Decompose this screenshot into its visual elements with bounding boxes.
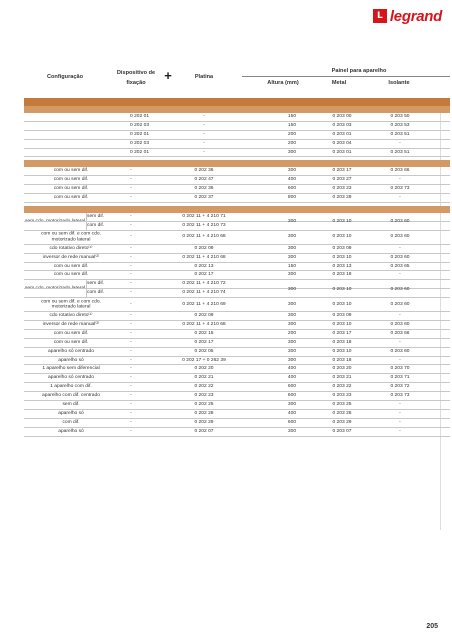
cell-isolante: - (399, 245, 401, 251)
cell-configuracao: com ou sem dif. (53, 331, 89, 337)
cell-isolante: 0 203 66 (390, 168, 410, 174)
table-row (24, 271, 450, 280)
cell-configuracao: com ou sem dif. (53, 177, 89, 183)
page-number: 205 (426, 623, 438, 630)
cell-dispositivo: 0 202 01 (130, 114, 150, 120)
cell-sub: com dif. (87, 223, 105, 229)
cell-dispositivo: 0 202 01 (130, 149, 150, 155)
table-row (24, 428, 450, 437)
cell-isolante: - (399, 195, 401, 201)
cell-isolante: 0 203 72 (390, 384, 410, 390)
table-row (24, 113, 450, 122)
cell-metal: 0 203 01 (332, 131, 352, 137)
cell-platina: 0 202 17 (194, 272, 214, 278)
header-isolante: Isolante (388, 80, 410, 86)
cell-metal: 0 203 29 (332, 195, 352, 201)
cell-altura: 200 (287, 331, 297, 337)
cell-altura: 150 (287, 114, 297, 120)
group-1 (24, 213, 450, 231)
section-band-2 (24, 160, 450, 167)
table-row (24, 374, 450, 383)
cell-isolante: 0 203 51 (390, 131, 410, 137)
cell-configuracao: com ou sem dif. (53, 168, 89, 174)
cell-altura: 200 (287, 140, 297, 146)
table-row (24, 231, 450, 245)
cell-dispositivo: - (130, 375, 132, 381)
cell-platina: 0 202 11 + 4 210 69 (182, 301, 226, 307)
cell-dispositivo: - (130, 322, 132, 328)
cell-dispositivo: - (130, 331, 132, 337)
cell-configuracao: sem dif. (62, 402, 80, 408)
table-row (24, 254, 450, 263)
cell-isolante: 0 203 60 (390, 322, 410, 328)
cell-metal: 0 203 04 (332, 140, 352, 146)
cell-platina: 0 202 15 (194, 331, 214, 337)
cell-configuracao: aparelho com dif. centrado (42, 393, 100, 399)
table-row (24, 263, 450, 272)
cell-isolante: 0 203 70 (390, 366, 410, 372)
cell-isolante: 0 203 60 (390, 254, 410, 260)
cell-metal: 0 203 28 (332, 411, 352, 417)
cell-metal: 0 203 22 (332, 384, 352, 390)
legrand-logo-mark: L (373, 9, 387, 23)
cell-altura: 600 (287, 393, 297, 399)
cell-platina: - (203, 123, 205, 129)
cell-disp: - (130, 281, 132, 287)
cell-altura: 300 (287, 234, 297, 240)
cell-metal: 0 203 17 (332, 168, 352, 174)
cell-dispositivo: - (130, 168, 132, 174)
table-row (24, 149, 450, 158)
cell-altura: 300 (287, 428, 297, 434)
table-row (24, 140, 450, 149)
section-band-3 (24, 206, 450, 213)
table-row (24, 365, 450, 374)
cell-isolante: 0 203 60 (390, 234, 410, 240)
cell-platina: 0 202 23 (194, 393, 214, 399)
cell-platina: 0 202 07 (194, 428, 214, 434)
cell-altura: 300 (287, 339, 297, 345)
cell-dispositivo: - (130, 245, 132, 251)
cell-isolante: - (399, 402, 401, 408)
table-row (24, 330, 450, 339)
cell-configuracao: com ou sem dif. (53, 339, 89, 345)
header-metal: Metal (331, 80, 347, 86)
header-plus: + (164, 68, 172, 83)
cell-dispositivo: - (130, 366, 132, 372)
cell-dispositivo: - (130, 254, 132, 260)
cell-altura: 300 (287, 322, 297, 328)
cell-altura: 150 (287, 123, 297, 129)
cell-metal: 0 203 10 (332, 254, 352, 260)
cell-dispositivo: - (130, 339, 132, 345)
cell-plat: 0 202 11 + 4 210 74 (182, 290, 226, 296)
cell-platina: 0 202 28 (194, 411, 214, 417)
cell-altura: 300 (287, 357, 297, 363)
cell-platina: 0 202 21 (194, 375, 214, 381)
table-row (24, 167, 450, 176)
table-row (24, 245, 450, 254)
cell-isolante: - (399, 419, 401, 425)
cell-configuracao: inversor de rede manual⁽²⁾ (42, 254, 100, 260)
cell-metal: 0 203 13 (332, 263, 352, 269)
cell-platina: 0 202 36 (194, 168, 214, 174)
cell-metal: 0 203 25 (332, 402, 352, 408)
cell-isolante: - (399, 339, 401, 345)
cell-platina: 0 202 22 (194, 384, 214, 390)
cell-platina: 0 202 11 + 4 210 68 (182, 254, 226, 260)
cell-platina: - (203, 149, 205, 155)
cell-metal: 0 203 10 (332, 348, 352, 354)
cell-platina: - (203, 114, 205, 120)
cell-sub: sem dif. (87, 281, 105, 287)
cell-altura: 400 (287, 411, 297, 417)
section-band-1b (24, 106, 450, 113)
cell-dispositivo: 0 202 03 (130, 123, 150, 129)
table-row (24, 321, 450, 330)
cell-platina: 0 202 25 (194, 402, 214, 408)
cell-platina: 0 202 20 (194, 366, 214, 372)
cell-platina: 0 202 37 (194, 195, 214, 201)
cell-isolante: - (399, 428, 401, 434)
cell-platina: 0 202 09 (194, 245, 214, 251)
cell-configuracao: inversor de rede manual⁽²⁾ (42, 322, 100, 328)
cell-altura: 300 (287, 348, 297, 354)
cell-isolante: 0 203 60 (390, 301, 410, 307)
cell-isolante: 0 203 51 (390, 149, 410, 155)
cell-platina: 0 202 09 (194, 313, 214, 319)
cell-configuracao: com dif. (62, 419, 80, 425)
cell-configuracao: com ou sem dif. e com cdo. motorizado lateral (41, 231, 101, 243)
cell-dispositivo: - (130, 428, 132, 434)
group-2-label: sem cdo. motorizado lateral (24, 280, 87, 298)
cell-metal: 0 203 03 (332, 123, 352, 129)
cell-altura: 300 (287, 402, 297, 408)
cell-metal: 0 203 18 (332, 357, 352, 363)
cell-platina: 0 202 05 (194, 348, 214, 354)
cell-platina: 0 202 17 + 0 262 39 (182, 357, 226, 363)
cell-metal: 0 203 10 (332, 322, 352, 328)
cell-platina: 0 202 11 + 4 210 68 (182, 234, 226, 240)
cell-altura: 600 (287, 384, 297, 390)
cell-configuracao: com ou sem dif. e com cdo. motorizado lateral (41, 299, 101, 310)
cell-metal: 0 203 17 (332, 331, 352, 337)
group-2 (24, 280, 450, 298)
cell-dispositivo: 0 202 01 (130, 131, 150, 137)
section-3a-rows (24, 231, 450, 281)
table-row (24, 194, 450, 203)
cell-altura: 300 (287, 245, 297, 251)
cell-altura: 400 (287, 366, 297, 372)
cell-metal: 0 203 21 (332, 375, 352, 381)
cell-altura: 300 (287, 254, 297, 260)
cell-isolante: - (399, 272, 401, 278)
cell-plat: 0 202 11 + 4 210 73 (182, 223, 226, 229)
cell-altura: 300 (287, 168, 297, 174)
legrand-wordmark: legrand (389, 7, 442, 25)
cell-sub: com dif. (87, 290, 105, 296)
group-2-iso: 0 203 60 (390, 286, 410, 292)
section-2-rows (24, 167, 450, 203)
cell-dispositivo: - (130, 234, 132, 240)
cell-isolante: - (399, 177, 401, 183)
cell-isolante: 0 203 50 (390, 114, 410, 120)
group-1-label: sem cdo. motorizado lateral (24, 213, 87, 231)
cell-altura: 300 (287, 301, 297, 307)
header-subrule (242, 76, 450, 77)
cell-platina: 0 202 11 + 4 210 68 (182, 322, 226, 328)
section-band-1 (24, 98, 450, 106)
cell-metal: 0 203 20 (332, 366, 352, 372)
cell-metal: 0 203 27 (332, 177, 352, 183)
table-row (24, 348, 450, 357)
table-row (24, 131, 450, 140)
group-1-met: 0 203 10 (332, 219, 352, 225)
cell-metal: 0 203 00 (332, 114, 352, 120)
cell-dispositivo: - (130, 195, 132, 201)
cell-dispositivo: - (130, 301, 132, 307)
cell-configuracao: aparelho só (58, 357, 84, 363)
cell-dispositivo: - (130, 419, 132, 425)
cell-metal: 0 203 18 (332, 339, 352, 345)
cell-dispositivo: - (130, 186, 132, 192)
cell-metal: 0 203 01 (332, 149, 352, 155)
cell-platina: - (203, 140, 205, 146)
table-row (24, 419, 450, 428)
section-1-rows (24, 113, 450, 157)
cell-disp: - (130, 223, 132, 229)
cell-dispositivo: - (130, 402, 132, 408)
cell-altura: 300 (287, 149, 297, 155)
table-row (24, 410, 450, 419)
table-row (24, 122, 450, 131)
cell-plat: 0 202 11 + 4 210 72 (182, 281, 226, 287)
group-1-alt: 300 (287, 219, 297, 225)
section-3b-rows (24, 298, 450, 436)
group-2-met: 0 203 10 (332, 286, 352, 292)
cell-metal: 0 203 18 (332, 272, 352, 278)
cell-configuracao: 1 aparelho com dif. (50, 384, 92, 390)
cell-dispositivo: - (130, 393, 132, 399)
cell-platina: 0 202 13 (194, 263, 214, 269)
group-1-iso: 0 203 60 (390, 219, 410, 225)
cell-altura: 150 (287, 263, 297, 269)
cell-altura: 200 (287, 131, 297, 137)
cell-isolante: 0 203 65 (390, 263, 410, 269)
cell-disp: - (130, 214, 132, 220)
cell-metal: 0 203 23 (332, 186, 352, 192)
cell-platina: 0 202 47 (194, 177, 214, 183)
cell-dispositivo: - (130, 272, 132, 278)
header-platina: Platina (194, 74, 214, 80)
cell-altura: 600 (287, 186, 297, 192)
cell-configuracao: cdo rotativo direto⁽¹⁾ (49, 313, 93, 319)
cell-dispositivo: - (130, 357, 132, 363)
cell-isolante: 0 203 66 (390, 331, 410, 337)
cell-dispositivo: - (130, 411, 132, 417)
cell-metal: 0 203 10 (332, 234, 352, 240)
cell-configuracao: com ou sem dif. (53, 195, 89, 201)
table-row (24, 298, 450, 312)
header-dispositivo-1: Dispositivo de (116, 70, 156, 76)
cell-metal: 0 203 09 (332, 245, 352, 251)
cell-isolante: 0 203 73 (390, 186, 410, 192)
group-2-alt: 300 (287, 286, 297, 292)
cell-altura: 400 (287, 375, 297, 381)
cell-configuracao: aparelho só (58, 428, 84, 434)
table-row (24, 401, 450, 410)
cell-dispositivo: - (130, 177, 132, 183)
cell-dispositivo: - (130, 313, 132, 319)
cell-isolante: 0 203 73 (390, 393, 410, 399)
cell-configuracao: aparelho só (58, 411, 84, 417)
cell-disp: - (130, 290, 132, 296)
table-header (24, 62, 450, 98)
cell-altura: 400 (287, 177, 297, 183)
header-altura: Altura (mm) (267, 80, 299, 86)
cell-isolante: - (399, 357, 401, 363)
cell-metal: 0 203 10 (332, 301, 352, 307)
cell-configuracao: 1 aparelho sem diferencial (42, 366, 100, 372)
cell-metal: 0 203 09 (332, 313, 352, 319)
cell-sub: sem dif. (87, 214, 105, 220)
header-painel: Painel para aparelho (331, 68, 387, 74)
table-row (24, 176, 450, 185)
cell-configuracao: com ou sem dif. (53, 263, 89, 269)
cell-metal: 0 203 23 (332, 393, 352, 399)
cell-plat: 0 202 11 + 4 210 71 (182, 214, 226, 220)
cell-altura: 300 (287, 313, 297, 319)
cell-configuracao: cdo rotativo direto⁽¹⁾ (49, 245, 93, 251)
cell-isolante: - (399, 140, 401, 146)
cell-dispositivo: - (130, 384, 132, 390)
header-configuracao: Configuração (46, 74, 84, 80)
cell-altura: 800 (287, 195, 297, 201)
cell-dispositivo: 0 202 03 (130, 140, 150, 146)
header-dispositivo-2: fixação (126, 80, 146, 86)
cell-platina: 0 202 29 (194, 419, 214, 425)
cell-platina: 0 202 36 (194, 186, 214, 192)
table-row (24, 383, 450, 392)
table-row (24, 392, 450, 401)
cell-altura: 600 (287, 419, 297, 425)
cell-metal: 0 203 07 (332, 428, 352, 434)
cell-dispositivo: - (130, 263, 132, 269)
cell-isolante: - (399, 313, 401, 319)
cell-altura: 300 (287, 272, 297, 278)
cell-isolante: - (399, 411, 401, 417)
cell-platina: - (203, 131, 205, 137)
table-row (24, 312, 450, 321)
table-row (24, 339, 450, 348)
legrand-logo (373, 8, 442, 24)
cell-configuracao: aparelho só centrado (48, 348, 94, 354)
cell-configuracao: com ou sem dif. (53, 272, 89, 278)
cell-isolante: 0 203 60 (390, 348, 410, 354)
cell-dispositivo: - (130, 348, 132, 354)
cell-metal: 0 203 29 (332, 419, 352, 425)
cell-platina: 0 202 17 (194, 339, 214, 345)
product-table (24, 62, 450, 437)
cell-isolante: 0 203 53 (390, 123, 410, 129)
table-row (24, 357, 450, 366)
table-row (24, 185, 450, 194)
cell-isolante: 0 203 71 (390, 375, 410, 381)
cell-configuracao: aparelho só centrado (48, 375, 94, 381)
cell-configuracao: com ou sem dif. (53, 186, 89, 192)
